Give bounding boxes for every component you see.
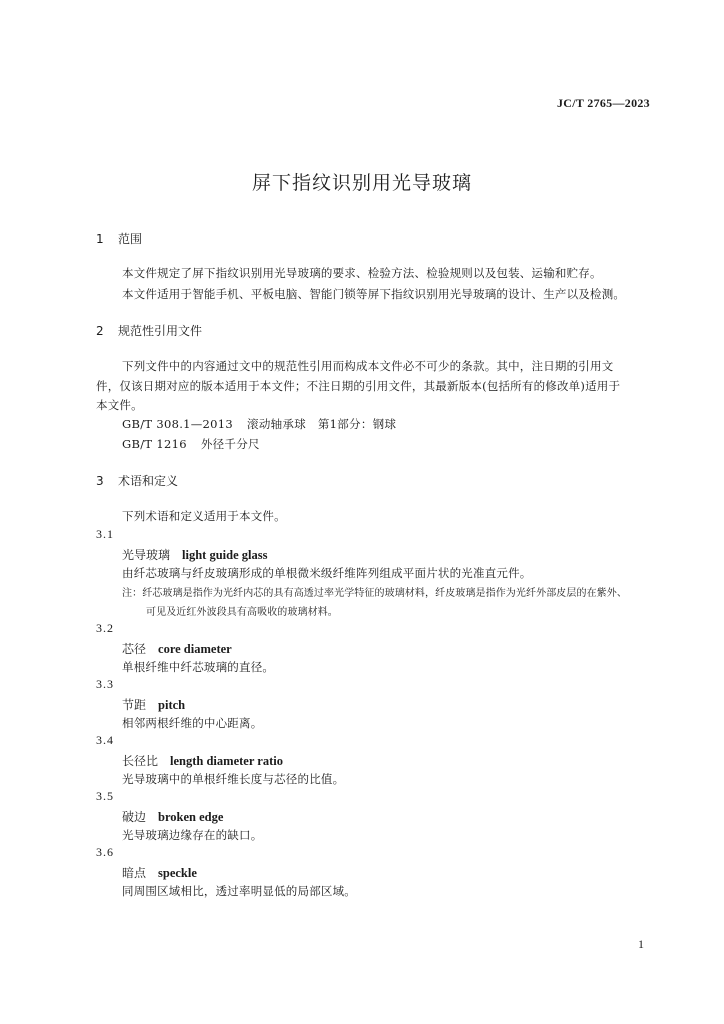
term-entry	[122, 752, 283, 769]
term-entry	[122, 808, 223, 825]
term-zh: 长径比	[122, 754, 159, 768]
term-entry	[122, 864, 197, 881]
section-number: 2	[96, 324, 104, 338]
term-zh: 破边	[122, 810, 147, 824]
section-number: 1	[96, 232, 104, 246]
term-note-line-1: 注：纤芯玻璃是指作为光纤内芯的具有高透过率光学特征的玻璃材料，纤皮玻璃是指作为光纤外部皮层的在紫外、	[122, 588, 627, 599]
reference-code: GB/T 1216	[122, 437, 187, 451]
term-entry	[122, 546, 267, 563]
term-en: pitch	[158, 698, 186, 712]
term-zh: 节距	[122, 698, 147, 712]
term-en: length diameter ratio	[170, 754, 283, 768]
term-definition: 光导玻璃边缘存在的缺口。	[122, 828, 263, 842]
term-zh: 暗点	[122, 866, 147, 880]
section-title: 范围	[118, 232, 143, 246]
standard-code: JC/T 2765—2023	[557, 96, 650, 110]
term-entry	[122, 640, 232, 657]
term-definition: 同周围区域相比，透过率明显低的局部区域。	[122, 884, 356, 898]
section-1-heading	[96, 230, 142, 247]
clause-number: 3.5	[96, 789, 114, 803]
term-en: speckle	[158, 866, 197, 880]
clause-number: 3.6	[96, 845, 114, 859]
term-en: light guide glass	[182, 548, 268, 562]
reference-name: 滚动轴承球 第1部分：钢球	[247, 417, 397, 431]
clause-number: 3.1	[96, 527, 114, 541]
term-definition: 单根纤维中纤芯玻璃的直径。	[122, 660, 275, 674]
section-number: 3	[96, 474, 104, 488]
reference-item	[122, 436, 260, 452]
term-definition: 相邻两根纤维的中心距离。	[122, 716, 263, 730]
term-definition: 光导玻璃中的单根纤维长度与芯径的比值。	[122, 772, 345, 786]
term-definition: 由纤芯玻璃与纤皮玻璃形成的单根微米级纤维阵列组成平面片状的光准直元件。	[122, 566, 532, 580]
clause-number: 3.3	[96, 677, 114, 691]
document-title: 屏下指纹识别用光导玻璃	[251, 172, 472, 194]
term-en: broken edge	[158, 810, 224, 824]
term-zh: 芯径	[122, 642, 147, 656]
term-note-line-2: 可见及近红外波段具有高吸收的玻璃材料。	[146, 607, 338, 618]
reference-code: GB/T 308.1—2013	[122, 417, 234, 431]
refs-intro-line-2: 件，仅该日期对应的版本适用于本文件；不注日期的引用文件，其最新版本(包括所有的修改单)适用于	[96, 379, 621, 393]
clause-number: 3.4	[96, 733, 114, 747]
terms-intro: 下列术语和定义适用于本文件。	[122, 509, 286, 523]
section-3-heading	[96, 472, 178, 489]
term-en: core diameter	[158, 642, 232, 656]
scope-paragraph-2: 本文件适用于智能手机、平板电脑、智能门锁等屏下指纹识别用光导玻璃的设计、生产以及检测。	[122, 287, 626, 301]
section-2-heading	[96, 322, 202, 339]
term-zh: 光导玻璃	[122, 548, 171, 562]
page-number: 1	[638, 937, 644, 951]
scope-paragraph-1: 本文件规定了屏下指纹识别用光导玻璃的要求、检验方法、检验规则以及包装、运输和贮存。	[122, 266, 602, 280]
reference-name: 外径千分尺	[200, 437, 260, 451]
refs-intro-line-3: 本文件。	[96, 398, 143, 412]
section-title: 规范性引用文件	[118, 324, 203, 338]
refs-intro-line-1: 下列文件中的内容通过文中的规范性引用而构成本文件必不可少的条款。其中，注日期的引用文	[122, 359, 614, 373]
term-entry	[122, 696, 185, 713]
clause-number: 3.2	[96, 621, 114, 635]
section-title: 术语和定义	[118, 474, 179, 488]
reference-item	[122, 416, 396, 432]
